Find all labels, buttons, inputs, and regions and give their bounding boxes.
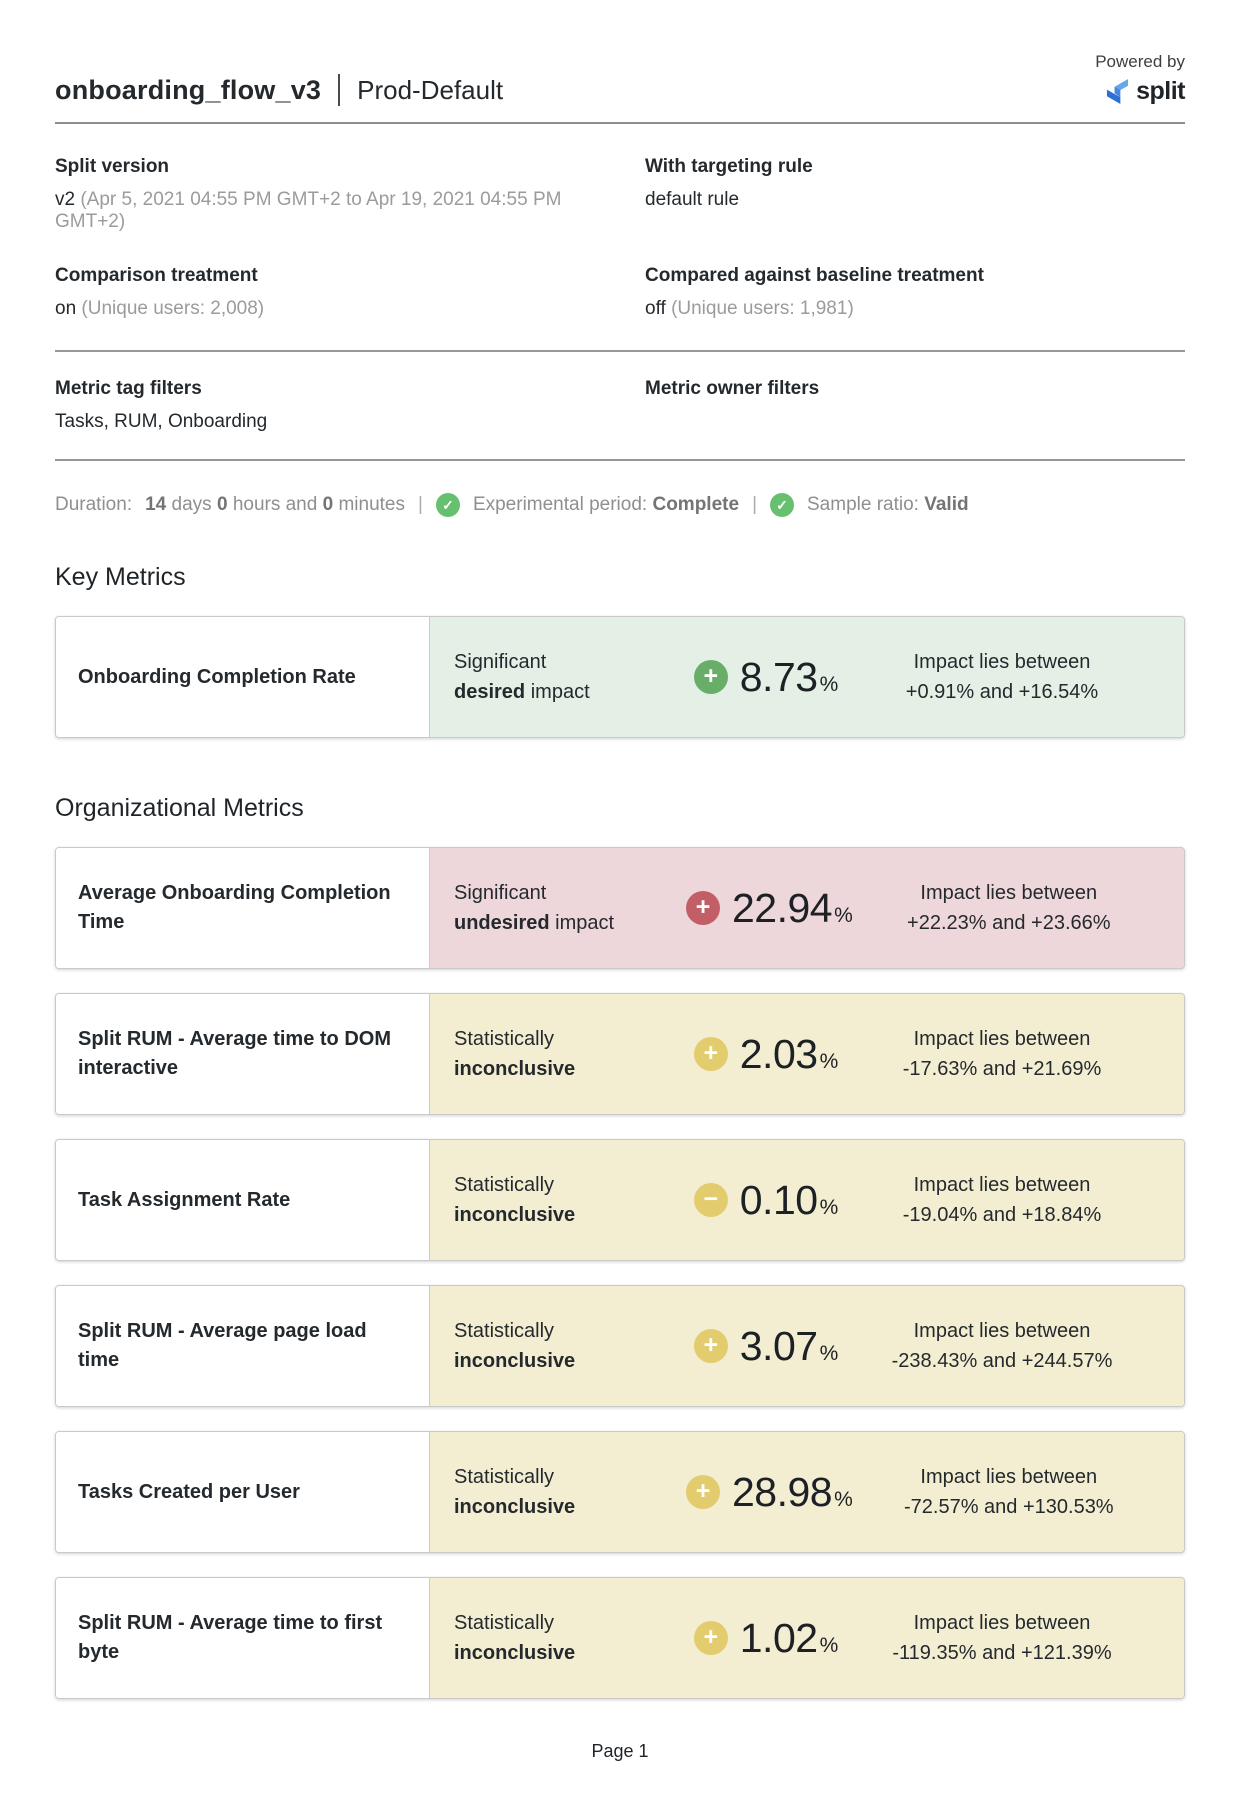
metric-result (430, 848, 1185, 968)
comparison-treatment-detail: (Unique users: 2,008) (81, 298, 265, 319)
experimental-period-text: Experimental period: Complete (472, 494, 740, 515)
baseline-treatment-value (645, 298, 1185, 320)
plus-icon: + (686, 1475, 720, 1509)
metric-status: Statistically inconclusive (454, 1466, 576, 1518)
metric-name: Tasks Created per User (56, 1432, 430, 1552)
check-icon: ✓ (770, 493, 794, 517)
powered-by-label: Powered by (1095, 52, 1185, 71)
metric-result (430, 994, 1184, 1114)
metric-name: Split RUM - Average time to DOM interactive (56, 994, 430, 1114)
metric-value-group (686, 1177, 846, 1224)
brand-row (1095, 77, 1185, 106)
experimental-period-status (436, 493, 739, 517)
title-row (55, 74, 503, 106)
duration-status (55, 494, 405, 516)
metric-value: 8.73 % (739, 653, 839, 700)
split-version-detail: (Apr 5, 2021 04:55 PM GMT+2 to Apr 19, 2021 04:55 PM GMT+2) (55, 189, 562, 232)
plus-icon: + (686, 891, 720, 925)
duration-values: 14 days 0 hours and 0 minutes (145, 494, 405, 515)
plus-icon: + (694, 660, 728, 694)
metric-card (55, 847, 1185, 969)
baseline-treatment-main: off (645, 298, 666, 319)
metric-owner-filters-label: Metric owner filters (645, 378, 820, 399)
metric-value-group (686, 1031, 846, 1078)
metric-result (430, 1286, 1184, 1406)
metric-owner-filters-item (645, 378, 1185, 433)
metric-tag-filters-label: Metric tag filters (55, 378, 202, 399)
baseline-treatment-item (645, 265, 1185, 320)
metric-value-group (686, 1615, 846, 1662)
plus-icon: + (694, 1037, 728, 1071)
impact-range: Impact lies between +0.91% and +16.54% (905, 651, 1099, 703)
metric-card (55, 1577, 1185, 1699)
metric-value-group (686, 1469, 853, 1516)
status-separator: | (752, 494, 757, 515)
metric-tag-filters-value: Tasks, RUM, Onboarding (55, 411, 268, 432)
plus-icon: + (694, 1329, 728, 1363)
split-logo-icon (1105, 77, 1130, 106)
impact-range: Impact lies between -119.35% and +121.39% (892, 1612, 1112, 1664)
report-header (55, 0, 1185, 124)
metric-result (430, 617, 1184, 737)
sample-ratio-text: Sample ratio: Valid (807, 494, 969, 515)
baseline-treatment-detail: (Unique users: 1,981) (671, 298, 854, 319)
targeting-rule-label: With targeting rule (645, 156, 813, 177)
metric-value: 2.03 % (739, 1030, 839, 1077)
key-metrics-heading: Key Metrics (55, 563, 186, 591)
metric-value-group (686, 654, 846, 701)
metric-status: Statistically inconclusive (454, 1028, 576, 1080)
comparison-treatment-main: on (55, 298, 77, 319)
metric-name: Split RUM - Average time to first byte (56, 1578, 430, 1698)
metric-value: 22.94 % (732, 884, 853, 931)
comparison-treatment-label: Comparison treatment (55, 265, 258, 286)
impact-range: Impact lies between -17.63% and +21.69% (902, 1028, 1102, 1080)
impact-range: Impact lies between -72.57% and +130.53% (903, 1466, 1114, 1518)
metric-result (430, 1432, 1185, 1552)
metric-owner-filters-value (645, 411, 1185, 433)
brand-name: split (1136, 77, 1185, 105)
metric-value: 28.98 % (732, 1468, 853, 1515)
experiment-status-bar (55, 493, 1185, 517)
targeting-rule-value (645, 189, 1185, 211)
comparison-treatment-value (55, 298, 595, 320)
impact-range: Impact lies between -19.04% and +18.84% (902, 1174, 1102, 1226)
split-version-item (55, 156, 595, 233)
metric-value: 1.02 % (739, 1614, 839, 1661)
status-separator: | (418, 494, 423, 515)
targeting-rule-item (645, 156, 1185, 233)
organizational-metrics-heading: Organizational Metrics (55, 794, 304, 822)
metric-status: Statistically inconclusive (454, 1612, 576, 1664)
metric-value-group (686, 885, 853, 932)
filters-section (55, 352, 1185, 461)
summary-section (55, 124, 1185, 352)
metric-status: Significant desired impact (454, 651, 590, 703)
split-version-value (55, 189, 595, 233)
comparison-treatment-item (55, 265, 595, 320)
metric-value-group (686, 1323, 846, 1370)
plus-icon: + (694, 1621, 728, 1655)
split-version-label: Split version (55, 156, 170, 177)
environment-name: Prod-Default (357, 74, 504, 105)
metric-card (55, 1431, 1185, 1553)
impact-range: Impact lies between +22.23% and +23.66% (907, 882, 1111, 934)
metric-name: Task Assignment Rate (56, 1140, 430, 1260)
metric-name: Onboarding Completion Rate (56, 617, 430, 737)
metric-value: 0.10 % (739, 1176, 839, 1223)
duration-label: Duration: (55, 494, 133, 515)
page-number: Page 1 (591, 1741, 649, 1761)
check-icon: ✓ (436, 493, 460, 517)
metric-card (55, 1139, 1185, 1261)
metric-name: Split RUM - Average page load time (56, 1286, 430, 1406)
metric-card (55, 1285, 1185, 1407)
baseline-treatment-label: Compared against baseline treatment (645, 265, 984, 286)
split-version-main: v2 (55, 189, 76, 210)
metric-value: 3.07 % (739, 1322, 839, 1369)
metric-result (430, 1578, 1184, 1698)
metric-tag-filters-item (55, 378, 595, 433)
minus-icon: − (694, 1183, 728, 1217)
metric-result (430, 1140, 1184, 1260)
title-separator (338, 74, 340, 106)
metric-status: Significant undesired impact (454, 882, 615, 934)
powered-by-block (1095, 52, 1185, 106)
experiment-name: onboarding_flow_v3 (55, 74, 322, 105)
targeting-rule-main: default rule (645, 189, 740, 210)
metric-card (55, 993, 1185, 1115)
impact-range: Impact lies between -238.43% and +244.57% (891, 1320, 1113, 1372)
sample-ratio-status (770, 493, 969, 517)
metric-status: Statistically inconclusive (454, 1320, 576, 1372)
metric-status: Statistically inconclusive (454, 1174, 576, 1226)
metric-card (55, 616, 1185, 738)
metric-name: Average Onboarding Completion Time (56, 848, 430, 968)
